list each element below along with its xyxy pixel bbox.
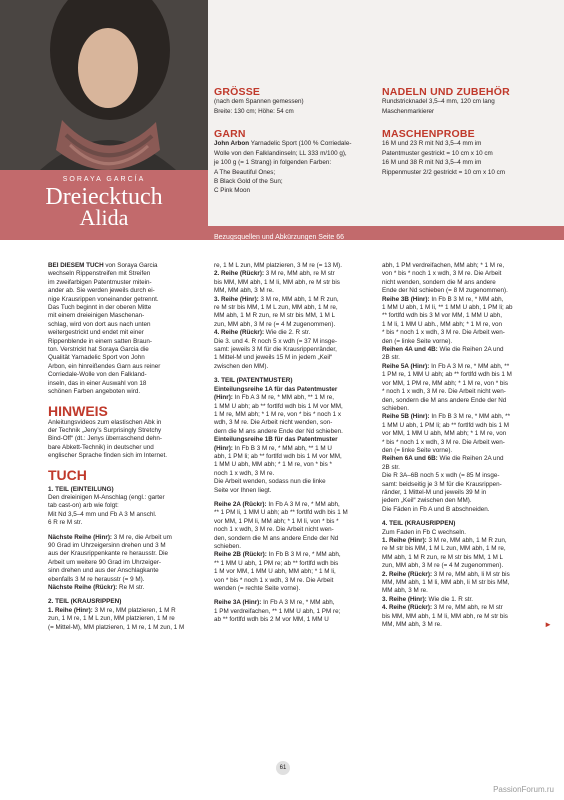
- groesse-line2: Breite: 130 cm; Höhe: 54 cm: [214, 107, 294, 115]
- watermark: PassionForum.ru: [493, 785, 554, 794]
- r3b-line: * bis * noch 1 x wdh, 3 M re. Die Arbeit wen-: [382, 329, 505, 337]
- hinweis-line: bare Abkett-Technik) in deutscher und: [48, 443, 154, 451]
- e1b-line: Seite vor Ihnen liegt.: [214, 486, 272, 494]
- teil4-intro: Zum Faden in Fb C wechseln.: [382, 528, 466, 536]
- r5a-line: vor MM, 1 PM re, MM abh; * 1 M re, von * bis: [382, 379, 508, 387]
- e1a-line: 1 M re, MM abh; * 1 M re, von * bis * noch 1 x: [214, 410, 342, 418]
- r6-line: samt: beidseitig je 3 M für die Krausrippen-: [382, 480, 502, 488]
- r5a-line: Reihe 5A (Hinr): In Fb A 3 M re, * MM abh, **: [382, 362, 510, 370]
- r2a-line: schieben.: [214, 543, 241, 550]
- groesse-heading: GRÖSSE: [214, 86, 261, 98]
- e1b-line: (Hinr): In Fb B 3 M re, * MM abh, ** 1 M U: [214, 444, 332, 452]
- col3-line: von * bis * noch 1 x wdh, 3 M re. Die Arbeit: [382, 270, 502, 278]
- e1b-line: 1 MM U abh, MM abh; * 1 M re, von * bis *: [214, 461, 332, 469]
- hinweis-line: Anleitungsvideos zum elastischen Abk in: [48, 418, 162, 426]
- t4r4-line: bis MM, MM abh, 1 M li, MM abh, re M str bis: [382, 612, 508, 620]
- r2a-line: ** 1 PM li, 1 MM U abh; ab ** fortlfd wdh bis 1 M: [214, 509, 348, 517]
- garn-line1: John Arbon Yarnadelic Sport (100 % Corriedale-: [214, 140, 352, 148]
- r6-line: jedem „Keil“ zwischen den MM).: [382, 497, 472, 505]
- naechste-line: ebenfalls 3 M re herausstr (= 9 M).: [48, 575, 145, 583]
- r2a-line: Reihe 2A (Rückr): In Fb A 3 M re, * MM abh,: [214, 500, 340, 508]
- r6-line: Reihen 6A und 6B: Wie die Reihen 2A und: [382, 455, 504, 463]
- teil4-heading: 4. TEIL (KRAUSRIPPEN): [382, 520, 456, 528]
- r5b-line: * bis * noch 1 x wdh, 3 M re. Die Arbeit wen-: [382, 438, 505, 446]
- naechste-line: Nächste Reihe (Hinr): 3 M re, die Arbeit um: [48, 533, 172, 541]
- t4r2-line: 2. Reihe (Rückr): 3 M re, MM abh, li M str bis: [382, 570, 510, 578]
- garn-color-c: C Pink Moon: [214, 187, 251, 195]
- col3-line: abh, 1 PM verdreifachen, MM abh; * 1 M re,: [382, 262, 505, 269]
- garn-heading: GARN: [214, 128, 246, 140]
- r3-line: zun, MM abh, 3 M re (= 4 M zugenommen).: [214, 320, 336, 328]
- r5b-line: vor MM, 1 MM U abh, MM abh; * 1 M re, von: [382, 430, 507, 438]
- intro-line: schönen Farben angeboten wird.: [48, 388, 141, 396]
- r4-line: zwischen den MM).: [214, 362, 269, 370]
- naechste-line: aus der Krausrippenkante re herausstr. Die: [48, 550, 169, 558]
- t4r4-line: 4. Reihe (Rückr): 3 M re, MM abh, re M str: [382, 604, 503, 612]
- naechste-line: Arbeit um weitere 90 Grad im Uhrzeiger-: [48, 558, 162, 566]
- e1a-line: 1 MM U abh; ab ** fortlfd wdh bis 1 M vor MM,: [214, 402, 343, 410]
- t4r1-line: re M str bis MM, 1 M L zun, MM abh, 1 M re,: [382, 545, 506, 553]
- intro-line: Rippenblende in einem satten Braun-: [48, 337, 152, 345]
- r6-line: ränder, 1 Mittel-M und jeweils 39 M in: [382, 488, 487, 496]
- r2b-line: wenden (= rechte Seite vorne).: [214, 585, 301, 593]
- intro-line: BEI DIESEM TUCH von Soraya Garcia: [48, 262, 158, 269]
- t4r3-line: 3. Reihe (Hinr): Wie die 1. R str.: [382, 595, 473, 603]
- column-2: [214, 262, 380, 625]
- tuch-heading: TUCH: [48, 466, 87, 483]
- hinweis-heading: HINWEIS: [48, 402, 108, 419]
- e1b-heading: Einteilungsreihe 1B für das Patentmuster: [214, 436, 338, 444]
- r5a-line: den, sondern die M ans andere Ende der Nd: [382, 396, 507, 404]
- intro-line: Das Tuch beginnt in der oberen Mitte: [48, 304, 152, 312]
- t4r2-line: MM, MM abh, 1 M li, MM abh, li M str bis MM,: [382, 579, 510, 587]
- r2-line: bis MM, MM abh, 1 M li, MM abh, re M str bis: [214, 278, 340, 286]
- teil2-line: zun, 1 M re, 1 M L zun, MM platzieren, 1 M re: [48, 615, 175, 623]
- t4r2-line: MM abh, 3 M re.: [382, 587, 428, 595]
- r3a-line: Reihe 3A (Hinr): In Fb A 3 M re, * MM abh,: [214, 599, 335, 607]
- probe-line4: Rippenmuster 2/2 gestrickt = 10 cm x 10 cm: [382, 168, 506, 176]
- probe-line3: 16 M und 38 R mit Nd 3,5–4 mm im: [382, 159, 482, 167]
- info-bar-text: Bezugsquellen und Abkürzungen Seite 66: [214, 234, 344, 241]
- e1a-line: (Hinr): In Fb A 3 M re, * MM abh, ** 1 M re,: [214, 394, 335, 402]
- naechste-line: 90 Grad im Uhrzeigersinn drehen und 3 M: [48, 541, 166, 549]
- garn-line3: je 100 g (= 1 Strang) in folgenden Farben:: [214, 159, 332, 167]
- hinweis-line: englischer Sprache finden sich im Internet.: [48, 452, 168, 460]
- r2a-line: noch 1 x wdh, 3 M re. Die Arbeit nicht wen-: [214, 526, 334, 534]
- probe-heading: MASCHENPROBE: [382, 128, 475, 140]
- r4ab-line: Reihen 4A und 4B: Wie die Reihen 2A und: [382, 346, 504, 354]
- teil1-line: Den dreieinigen M-Anschlag (engl.: garter: [48, 493, 165, 501]
- info-groesse: [214, 88, 374, 116]
- teil1-line: 6 R re M str.: [48, 519, 83, 527]
- intro-line: schlag, wird von dort aus nach unten: [48, 320, 151, 328]
- page-number: 61: [276, 761, 290, 775]
- r6-line: Die Fäden in Fb A und B abschneiden.: [382, 505, 490, 513]
- garn-line2: Wolle von den Falklandinseln; LL 333 m/100 g),: [214, 149, 347, 157]
- hinweis-line: der Technik „Jeny’s Surprisingly Stretchy: [48, 426, 162, 434]
- r2-line: 2. Reihe (Rückr): 3 M re, MM abh, re M str: [214, 270, 335, 278]
- intro-line: Qualität Yarnadelic Sport von John: [48, 354, 145, 362]
- r4ab-line: 2B str.: [382, 354, 400, 362]
- intro-line: weitergestrickt und endet mit einer: [48, 329, 144, 337]
- col2-line: re, 1 M L zun, MM platzieren, 3 M re (= 13 M).: [214, 262, 343, 269]
- r5b-line: Reihe 5B (Hinr): In Fb B 3 M re, * MM abh, **: [382, 413, 511, 421]
- intro-line: ander ab. Sie werden jeweils durch ei-: [48, 287, 155, 295]
- nadeln-line2: Maschenmarkierer: [382, 107, 435, 115]
- teil3-heading: 3. TEIL (PATENTMUSTER): [214, 377, 293, 385]
- intro-line: wechseln Rippenstreifen mit Streifen: [48, 270, 151, 278]
- teil1-heading: 1. TEIL (EINTEILUNG): [48, 485, 114, 493]
- e1b-line: noch 1 x wdh, 3 M re.: [214, 469, 275, 477]
- r5b-line: 1 MM U abh, 1 PM li; ab ** fortlfd wdh bis 1 M: [382, 421, 510, 429]
- teil1-line: tab cast-on) arb wie folgt:: [48, 502, 119, 510]
- r2b-line: von * bis * noch 1 x wdh, 3 M re. Die Arbeit: [214, 576, 334, 584]
- r4-line: Die 3. und 4. R noch 5 x wdh (= 37 M insge-: [214, 337, 338, 345]
- col3-line: nicht wenden, sondern die M ans andere: [382, 278, 496, 286]
- intro-line: mit einem dreieinigen Maschenan-: [48, 312, 145, 320]
- garn-color-a: A The Beautiful Ones;: [214, 168, 276, 176]
- r2b-line: 1 M vor MM, 1 MM U abh, MM abh; * 1 M li,: [214, 568, 336, 576]
- continue-arrow-icon: ►: [544, 620, 552, 630]
- intro-line: nige Krausrippen voneinander getrennt.: [48, 295, 159, 303]
- r6-line: Die R 3A–6B noch 5 x wdh (= 85 M insge-: [382, 472, 500, 480]
- intro-line: inseln, das in einer Auswahl von 18: [48, 379, 147, 387]
- intro-line: Arbon, ein hinreißendes Garn aus reiner: [48, 362, 161, 370]
- intro-line: ton. Verstrickt hat Soraya Garcia die: [48, 346, 149, 354]
- garn-color-b: B Black Gold of the Sun;: [214, 178, 283, 186]
- groesse-line1: (nach dem Spannen gemessen): [214, 98, 304, 106]
- probe-line2: Patentmuster gestrickt = 10 cm x 10 cm: [382, 149, 493, 157]
- naechste-r-line: Nächste Reihe (Rückr): Re M str.: [48, 584, 145, 591]
- r4-line: 4. Reihe (Rückr): Wie die 2. R str.: [214, 329, 311, 337]
- r5a-line: 1 PM re, 1 MM U abh; ab ** fortlfd wdh bis 1 M: [382, 371, 512, 379]
- r2b-line: ** 1 MM U abh, 1 PM re; ab ** fortlfd wdh bis: [214, 559, 339, 567]
- t4r1-line: zun, MM abh, 3 M re (= 4 M zugenommen).: [382, 562, 504, 570]
- teil2-heading: 2. TEIL (KRAUSRIPPEN): [48, 598, 122, 606]
- r2a-line: vor MM, 1 PM li, MM abh; * 1 M li, von * bis *: [214, 517, 339, 525]
- r2-line: MM, MM abh, 3 M re.: [214, 287, 274, 295]
- r5a-line: * noch 1 x wdh, 3 M re. Die Arbeit nicht wen-: [382, 388, 506, 396]
- r2a-line: den, sondern die M ans andere Ende der Nd: [214, 534, 339, 542]
- hinweis-line: Bind-Off“ (dt.: Jenys überraschend dehn-: [48, 435, 162, 443]
- e1b-line: abh, 1 PM li; ab ** fortlfd wdh bis 1 M vor MM,: [214, 452, 342, 460]
- page-title-line2: Alida: [79, 205, 129, 230]
- r3b-line: ** fortlfd wdh bis 3 M vor MM, 1 MM U abh,: [382, 312, 503, 320]
- naechste-line: sinn drehen und aus der Anschlagkante: [48, 567, 159, 575]
- page-title-line1: Dreiecktuch: [45, 184, 163, 210]
- r5b-line: den (= linke Seite vorne).: [382, 446, 453, 454]
- nadeln-line1: Rundstricknadel 3,5–4 mm, 120 cm lang: [382, 98, 495, 106]
- info-bar: [208, 226, 564, 240]
- r4-line: samt: jeweils 3 M für die Krausrippenränder,: [214, 346, 337, 354]
- r3-line: re M str bis MM, 1 M L zun, MM abh, 1 M re,: [214, 304, 338, 312]
- e1a-heading: Einteilungsreihe 1A für das Patentmuster: [214, 385, 338, 393]
- r5a-line: schieben.: [382, 404, 409, 412]
- probe-line1: 16 M und 23 R mit Nd 3,5–4 mm im: [382, 140, 482, 148]
- info-nadeln: [382, 88, 558, 116]
- e1a-line: wdh, 3 M re. Die Arbeit nicht wenden, son-: [214, 419, 333, 427]
- r4-line: 1 Mittel-M und jeweils 15 M in jedem „Keil“: [214, 354, 333, 362]
- column-1: [48, 262, 210, 632]
- info-garn: [214, 130, 374, 196]
- r3a-line: 1 PM verdreifachen, ** 1 MM U abh, 1 PM re;: [214, 607, 341, 615]
- intro-line: Corriedale-Wolle von den Falkland-: [48, 371, 147, 379]
- info-maschenprobe: [382, 130, 558, 177]
- r3a-line: ab ** fortlfd wdh bis 2 M vor MM, 1 MM U: [214, 616, 329, 624]
- r6-line: 2B str.: [382, 463, 400, 471]
- r3b-line: 1 M li, 1 MM U abh., MM abh; * 1 M re, von: [382, 320, 503, 328]
- t4r1-line: MM abh, 1 M R zun, re M str bis MM, 1 M L: [382, 553, 504, 561]
- col3-line: Ende der Nd schieben (= 8 M zugenommen).: [382, 287, 508, 295]
- teil1-line: Mit Nd 3,5–4 mm und Fb A 3 M anschl.: [48, 510, 157, 518]
- r2b-line: Reihe 2B (Rückr): In Fb B 3 M re, * MM abh,: [214, 551, 341, 559]
- t4r1-line: 1. Reihe (Hinr): 3 M re, MM abh, 1 M R zun,: [382, 537, 507, 544]
- e1b-line: Die Arbeit wenden, sodass nun die linke: [214, 478, 326, 486]
- teil2-line: (= Mittel-M), MM platzieren, 1 M re, 1 M zun, 1 M: [48, 623, 185, 631]
- e1a-line: dern die M ans andere Ende der Nd schieben.: [214, 427, 343, 435]
- t4r4-line: MM, MM abh, 3 M re. ►: [382, 620, 552, 630]
- intro-line: im zweifarbigen Patentmuster mitein-: [48, 278, 152, 286]
- designer-name: SORAYA GARCÍA: [62, 176, 146, 183]
- r3b-line: 1 MM U abh, 1 M li, ** 1 MM U abh, 1 PM li; ab: [382, 304, 513, 312]
- r3b-line: Reihe 3B (Hinr): In Fb B 3 M re, * MM abh,: [382, 295, 504, 303]
- nadeln-heading: NADELN UND ZUBEHÖR: [382, 86, 510, 98]
- r3-line: MM abh, 1 M R zun, re M str bis MM, 1 M L: [214, 312, 336, 320]
- teil2-line: 1. Reihe (Hinr): 3 M re, MM platzieren, 1 M R: [48, 606, 176, 614]
- r3-line: 3. Reihe (Hinr): 3 M re, MM abh, 1 M R zun,: [214, 295, 339, 303]
- title-block: [0, 168, 208, 240]
- column-3: [382, 262, 552, 629]
- r3b-line: den (= linke Seite vorne).: [382, 337, 453, 345]
